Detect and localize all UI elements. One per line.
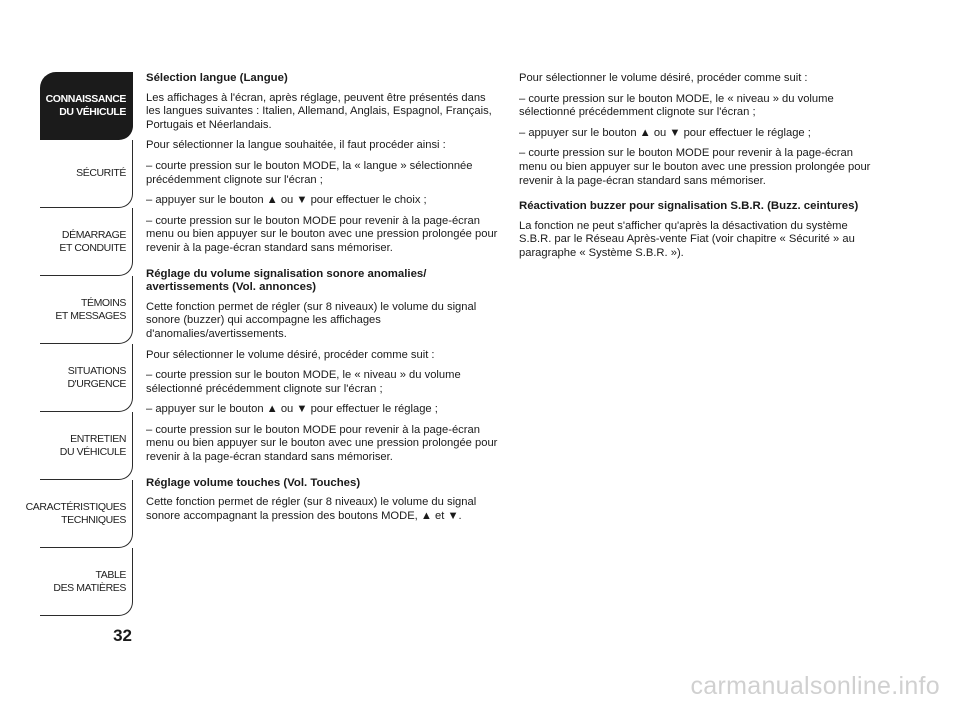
paragraph: Pour sélectionner la langue souhaitée, il faut procéder ainsi : <box>146 139 446 152</box>
sidebar-tab-3[interactable] <box>40 208 133 276</box>
paragraph: – courte pression sur le bouton MODE, la « langue » sélectionnée précédemment clignote sur l'écran ; <box>146 159 473 186</box>
paragraph: Cette fonction permet de régler (sur 8 niveaux) le volume du signal sonore (buzzer) qui accompagne les affichages d'anomalies/avertissements. <box>146 300 477 340</box>
sidebar-tab-label: ET CONDUITE <box>59 241 126 254</box>
chapter-sidebar <box>25 72 133 616</box>
sidebar-tab-label: ENTRETIEN <box>70 432 126 445</box>
sidebar-tab-5[interactable] <box>40 344 133 412</box>
paragraph: – courte pression sur le bouton MODE, le « niveau » du volume sélectionné précédemment clignote sur l'écran ; <box>146 369 461 395</box>
sidebar-tab-label: CARACTÉRISTIQUES <box>25 500 126 513</box>
sidebar-tab-4[interactable] <box>40 276 133 344</box>
paragraph: – appuyer sur le bouton ▲ ou ▼ pour effectuer le réglage ; <box>519 126 811 139</box>
paragraph: – appuyer sur le bouton ▲ ou ▼ pour effectuer le choix ; <box>146 194 427 207</box>
sidebar-tab-label: TECHNIQUES <box>61 513 126 526</box>
sidebar-tab-8[interactable] <box>40 548 133 616</box>
paragraph: – courte pression sur le bouton MODE pour revenir à la page-écran menu ou bien appuyer sur le bouton avec une pression prolongée pour revenir à la page-écran standard sans mémoriser. <box>146 423 498 464</box>
sidebar-tab-label: TABLE <box>95 568 126 581</box>
section-heading: Sélection langue (Langue) <box>146 72 288 84</box>
paragraph: Cette fonction permet de régler (sur 8 niveaux) le volume du signal sonore accompagnant la pression des boutons MODE, ▲ et ▼. <box>146 496 477 522</box>
sidebar-tab-label: DU VÉHICULE <box>59 105 126 118</box>
sidebar-tab-label: SITUATIONS <box>67 364 126 377</box>
paragraph: Pour sélectionner le volume désiré, procéder comme suit : <box>146 348 435 361</box>
paragraph: – appuyer sur le bouton ▲ ou ▼ pour effectuer le réglage ; <box>146 403 438 416</box>
paragraph: – courte pression sur le bouton MODE, le « niveau » du volume sélectionné précédemment clignote sur l'écran ; <box>519 92 834 119</box>
paragraph: Pour sélectionner le volume désiré, procéder comme suit : <box>519 72 808 84</box>
section-heading: Réglage volume touches (Vol. Touches) <box>146 476 361 489</box>
section-heading: Réglage du volume signalisation sonore anomalies/ avertissements (Vol. annonces) <box>146 267 427 294</box>
sidebar-tab-label: ET MESSAGES <box>55 309 126 322</box>
sidebar-tab-label: SÉCURITÉ <box>76 167 126 179</box>
sidebar-tab-label: DÉMARRAGE <box>61 228 126 241</box>
sidebar-tab-label: CONNAISSANCE <box>45 92 126 105</box>
page-number: 32 <box>113 626 132 645</box>
sidebar-tab-label: DES MATIÈRES <box>53 581 126 594</box>
sidebar-tab-1[interactable] <box>40 72 133 140</box>
paragraph: – courte pression sur le bouton MODE pour revenir à la page-écran menu ou bien appuyer sur le bouton avec une pression prolongée pour revenir à la page-écran standard sans mémoriser. <box>146 214 498 254</box>
section-heading: Réactivation buzzer pour signalisation S.B.R. (Buzz. ceintures) <box>519 200 859 213</box>
sidebar-tab-label: DU VÉHICULE <box>59 445 126 458</box>
right-column <box>519 72 879 268</box>
sidebar-tab-label: D'URGENCE <box>67 377 126 390</box>
sidebar-tab-7[interactable] <box>25 480 133 548</box>
left-column <box>146 72 502 530</box>
paragraph: Les affichages à l'écran, après réglage, peuvent être présentés dans les langues suivantes : Italien, Allemand, Anglais, Espagnol, Français, Portugais et Néerlandais. <box>146 91 492 131</box>
paragraph: La fonction ne peut s'afficher qu'après la désactivation du système S.B.R. par le Réseau Après-vente Fiat (voir chapitre « Sécurité » au paragraphe « Système S.B.R. »). <box>519 219 855 259</box>
watermark-text: carmanualsonline.info <box>690 672 940 700</box>
sidebar-tab-2[interactable] <box>40 140 133 208</box>
sidebar-tab-label: TÉMOINS <box>80 296 126 309</box>
paragraph: – courte pression sur le bouton MODE pour revenir à la page-écran menu ou bien appuyer sur le bouton avec une pression prolongée pour revenir à la page-écran standard sans mémoriser. <box>519 147 871 187</box>
sidebar-tab-6[interactable] <box>40 412 133 480</box>
